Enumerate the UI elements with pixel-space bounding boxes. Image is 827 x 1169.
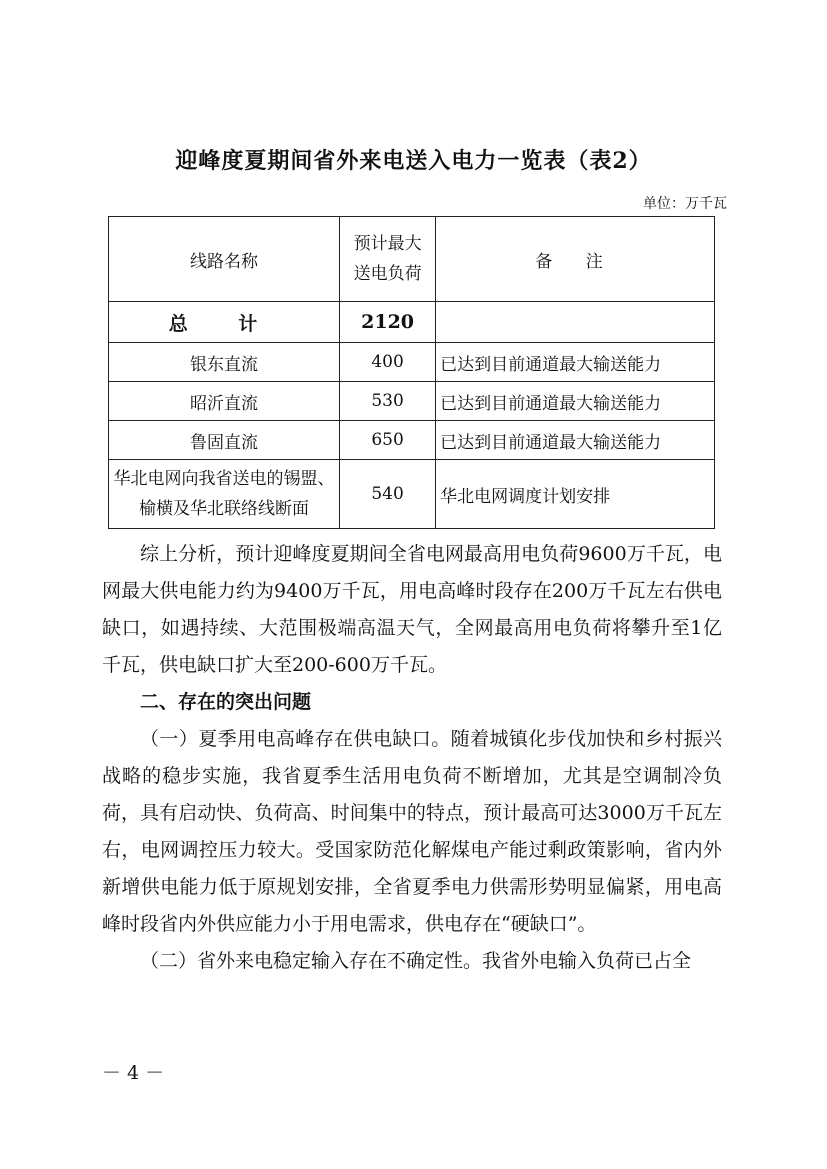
header-max-load [340, 217, 436, 302]
line-value: 400 [340, 343, 436, 382]
line-note: 已达到目前通道最大输送能力 [436, 343, 715, 382]
line-name: 银东直流 [109, 343, 340, 382]
header-remarks: 备 注 [436, 217, 715, 302]
total-note [436, 302, 715, 343]
line-name [109, 460, 340, 529]
paragraph-issue-2: （二）省外来电稳定输入存在不确定性。我省外电输入负荷已占全 [140, 950, 692, 972]
unit-label: 单位：万千瓦 [643, 196, 727, 212]
line-name-part1: 华北电网向我省送电的锡盟、 [113, 469, 335, 489]
header-max-load-line2: 送电负荷 [353, 264, 422, 284]
power-import-table [108, 216, 715, 529]
line-name: 鲁固直流 [109, 421, 340, 460]
page-number: － 4 － [102, 1062, 165, 1084]
section-heading: 二、存在的突出问题 [140, 691, 312, 713]
total-label: 总 计 [109, 302, 340, 343]
line-value: 540 [340, 460, 436, 529]
line-note: 华北电网调度计划安排 [436, 460, 715, 529]
line-value: 650 [340, 421, 436, 460]
table-row [109, 382, 715, 421]
total-value: 2120 [340, 302, 436, 343]
line-value: 530 [340, 382, 436, 421]
table-row [109, 460, 715, 529]
table-title: 迎峰度夏期间省外来电送入电力一览表（表2） [175, 148, 652, 174]
line-name-part2: 榆横及华北联络线断面 [139, 499, 309, 519]
paragraph-summary: 综上分析，预计迎峰度夏期间全省电网最高用电负荷9600万千瓦，电网最大供电能力约为9400万千瓦，用电高峰时段存在200万千瓦左右供电缺口，如遇持续、大范围极端高温天气，全网最高用电负荷将攀升至1亿千瓦，供电缺口扩大至200-600万千瓦。 [102, 543, 722, 676]
line-note: 已达到目前通道最大输送能力 [436, 382, 715, 421]
paragraph-issue-1: （一）夏季用电高峰存在供电缺口。随着城镇化步伐加快和乡村振兴战略的稳步实施，我省夏季生活用电负荷不断增加，尤其是空调制冷负荷，具有启动快、负荷高、时间集中的特点，预计最高可达3000万千瓦左右，电网调控压力较大。受国家防范化解煤电产能过剩政策影响，省内外新增供电能力低于原规划安排，全省夏季电力供需形势明显偏紧，用电高峰时段省内外供应能力小于用电需求，供电存在“硬缺口”。 [102, 728, 722, 935]
line-name: 昭沂直流 [109, 382, 340, 421]
header-max-load-line1: 预计最大 [353, 234, 422, 254]
body-text [102, 536, 722, 980]
table-row [109, 421, 715, 460]
table-row [109, 343, 715, 382]
table-total-row [109, 302, 715, 343]
table-header-row [109, 217, 715, 302]
line-note: 已达到目前通道最大输送能力 [436, 421, 715, 460]
header-line-name: 线路名称 [109, 217, 340, 302]
